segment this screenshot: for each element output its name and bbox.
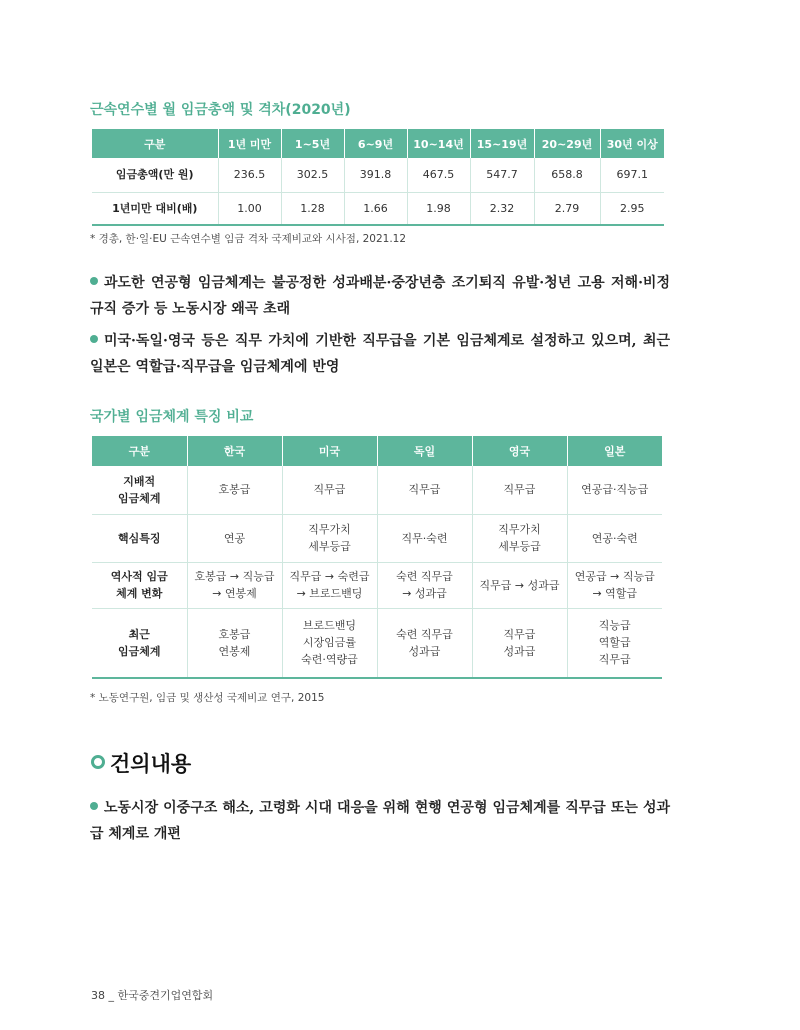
table-cell: 연공 xyxy=(187,514,282,562)
bullet-1 xyxy=(90,270,670,322)
row-header-cell: 임금총액(만 원) xyxy=(92,158,218,192)
table-cell: 직무·숙련 xyxy=(377,514,472,562)
table-cell: 직무급 성과급 xyxy=(472,608,567,678)
table2-header-row xyxy=(92,436,662,466)
section-heading: 건의내용 xyxy=(110,752,192,776)
table-cell: 연공급 → 직능급 → 역할급 xyxy=(567,562,662,608)
table-cell: 직무가치 세부등급 xyxy=(472,514,567,562)
row-header-cell: 핵심특징 xyxy=(92,514,187,562)
table-cell: 1.28 xyxy=(281,192,344,225)
table-cell: 연공급·직능급 xyxy=(567,466,662,514)
row-header-cell: 역사적 임금 체계 변화 xyxy=(92,562,187,608)
table2-title: 국가별 임금체계 특징 비교 xyxy=(90,409,254,425)
row-header-cell: 지배적 임금체계 xyxy=(92,466,187,514)
column-header: 6~9년 xyxy=(344,129,407,158)
table-cell: 직무급 → 성과급 xyxy=(472,562,567,608)
table-cell: 직무급 xyxy=(377,466,472,514)
table-cell: 467.5 xyxy=(407,158,470,192)
table1-title: 근속연수별 월 임금총액 및 격차(2020년) xyxy=(90,102,351,118)
column-header: 영국 xyxy=(472,436,567,466)
table-cell: 직무급 → 숙련급 → 브로드밴딩 xyxy=(282,562,377,608)
column-header: 구분 xyxy=(92,436,187,466)
row-header-cell: 1년미만 대비(배) xyxy=(92,192,218,225)
table-cell: 브로드밴딩 시장임금률 숙련·역량급 xyxy=(282,608,377,678)
page-footer: 38 _ 한국중견기업연합회 xyxy=(91,989,214,1002)
table-row xyxy=(92,466,662,514)
table-cell: 호봉급 xyxy=(187,466,282,514)
table-cell: 1.66 xyxy=(344,192,407,225)
section-ring-icon xyxy=(91,755,105,769)
column-header: 1~5년 xyxy=(281,129,344,158)
bullet-2 xyxy=(90,328,670,380)
bullet-dot-icon xyxy=(90,802,98,810)
column-header: 일본 xyxy=(567,436,662,466)
table-cell: 2.95 xyxy=(620,201,645,215)
table-cell: 2.79 xyxy=(534,192,600,225)
country-wage-system-table xyxy=(92,436,662,679)
bullet-dot-icon xyxy=(90,277,98,285)
table-cell: 연공·숙련 xyxy=(567,514,662,562)
table-cell: 직무급 xyxy=(472,466,567,514)
table-row xyxy=(92,158,664,192)
table-cell: 1.00 xyxy=(218,192,281,225)
table-cell: 391.8 xyxy=(344,158,407,192)
column-header: 독일 xyxy=(377,436,472,466)
table-cell: 직무가치 세부등급 xyxy=(282,514,377,562)
table-cell: 숙련 직무급 → 성과급 xyxy=(377,562,472,608)
table-cell: 숙련 직무급 성과급 xyxy=(377,608,472,678)
table-row xyxy=(92,608,662,678)
table-cell: 직능급 역할급 직무급 xyxy=(598,619,631,667)
table-row xyxy=(92,514,662,562)
column-header: 미국 xyxy=(282,436,377,466)
column-header: 10~14년 xyxy=(407,129,470,158)
table-cell: 직무급 xyxy=(282,466,377,514)
column-header: 한국 xyxy=(187,436,282,466)
bullet-1-text: 과도한 연공형 임금체계는 불공정한 성과배분·중장년층 조기퇴직 유발·청년 고용 저해·비정규직 증가 등 노동시장 왜곡 초래 xyxy=(90,275,670,317)
column-header: 1년 미만 xyxy=(218,129,281,158)
table-cell: 658.8 xyxy=(534,158,600,192)
table-cell: 547.7 xyxy=(470,158,534,192)
bullet-2-text: 미국·독일·영국 등은 직무 가치에 기반한 직무급을 기본 임금체계로 설정하고 있으며, 최근 일본은 역할급·직무급을 임금체계에 반영 xyxy=(90,333,670,375)
wage-by-tenure-table xyxy=(92,129,664,226)
bullet-dot-icon xyxy=(90,335,98,343)
table-cell: 2.32 xyxy=(470,192,534,225)
column-header: 15~19년 xyxy=(470,129,534,158)
table-row xyxy=(92,562,662,608)
table-cell: 호봉급 연봉제 xyxy=(187,608,282,678)
table1-header-row xyxy=(92,129,664,158)
recommendation-bullet xyxy=(90,795,670,847)
table-cell: 302.5 xyxy=(281,158,344,192)
recommendation-text: 노동시장 이중구조 해소, 고령화 시대 대응을 위해 현행 연공형 임금체계를 직무급 또는 성과급 체계로 개편 xyxy=(90,800,670,842)
table2-source-note: * 노동연구원, 임금 및 생산성 국제비교 연구, 2015 xyxy=(90,692,325,704)
column-header: 구분 xyxy=(92,129,218,158)
column-header: 20~29년 xyxy=(534,129,600,158)
table-cell: 1.98 xyxy=(407,192,470,225)
table1-source-note: * 경총, 한·일·EU 근속연수별 임금 격차 국제비교와 시사점, 2021.12 xyxy=(90,233,407,245)
column-header: 30년 이상 xyxy=(600,129,664,158)
table-cell: 697.1 xyxy=(600,158,664,192)
row-header-cell: 최근 임금체계 xyxy=(92,608,187,678)
table-cell: 호봉급 → 직능급 → 연봉제 xyxy=(187,562,282,608)
table-row xyxy=(92,192,664,225)
table-cell: 236.5 xyxy=(218,158,281,192)
